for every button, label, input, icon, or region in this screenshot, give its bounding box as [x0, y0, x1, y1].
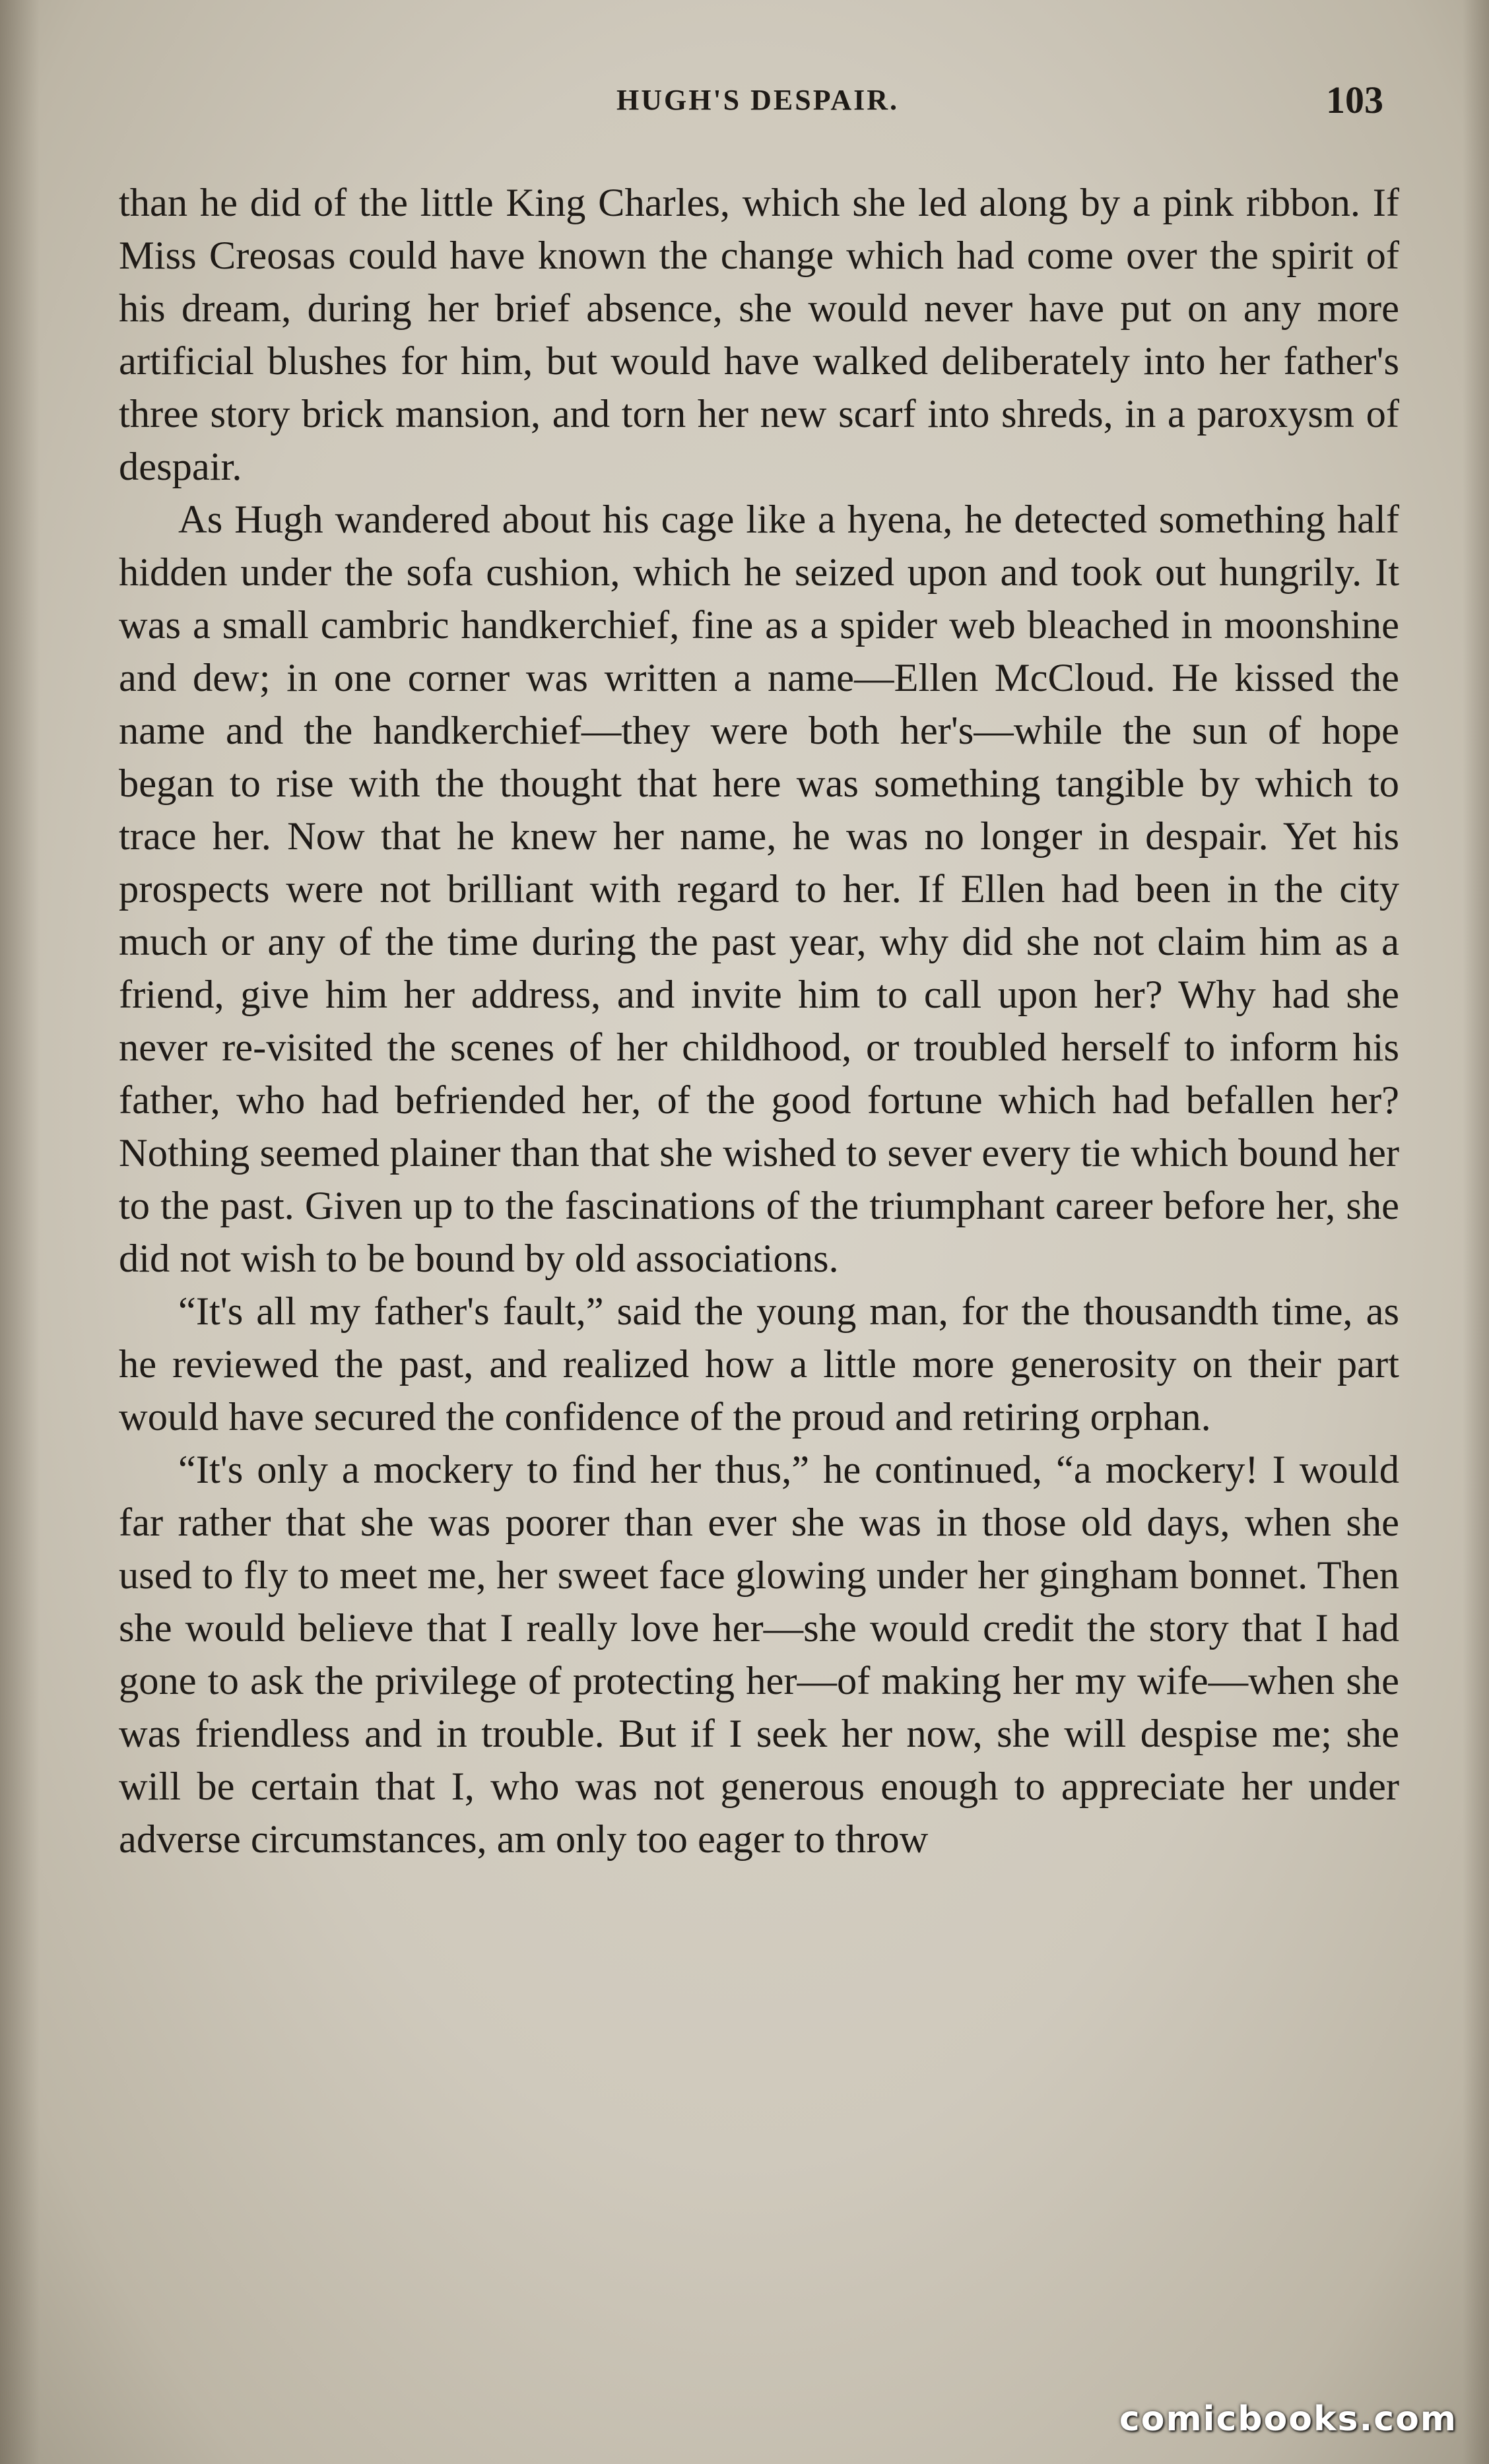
- page-edge-shadow-left: [0, 0, 40, 2464]
- paragraph-mockery: “It's only a mockery to find her thus,” he continued, “a mockery! I would far rather that she was poorer than ever she was in those old days, when she used to fly to meet me, her sweet face glowing under her gingham bonnet. Then she would believe that I really love her—she would credit the story that I had gone to ask the privilege of protecting her—of making her my wife—when she was friendless and in trouble. But if I seek her now, she will despise me; she will be certain that I, who was not generous enough to appreciate her under adverse circumstances, am only too eager to throw: [119, 1448, 1399, 1862]
- body-text: [119, 177, 1399, 1866]
- paragraph-handkerchief: As Hugh wandered about his cage like a hyena, he detected something half hidden under the sofa cushion, which he seized upon and took out hungrily. It was a small cambric handkerchief, fine as a spider web bleached in moonshine and dew; in one corner was written a name—Ellen McCloud. He kissed the name and the handkerchief—they were both her's—while the sun of hope began to rise with the thought that here was something tangible by which to trace her. Now that he knew her name, he was no longer in despair. Yet his prospects were not brilliant with regard to her. If Ellen had been in the city much or any of the time during the past year, why did she not claim him as a friend, give him her address, and invite him to call upon her? Why had she never re-visited the scenes of her childhood, or troubled herself to inform his father, who had befriended her, of the good fortune which had befallen her? Nothing seemed plainer than that she wished to sever every tie which bound her to the past. Given up to the fascinations of the triumphant career before her, she did not wish to be bound by old associations.: [119, 498, 1399, 1281]
- paragraph-fathers-fault: “It's all my father's fault,” said the young man, for the thousandth time, as he reviewed the past, and realized how a little more generosity on their part would have secured the confidence of the proud and retiring orphan.: [119, 1289, 1399, 1439]
- running-head: HUGH'S DESPAIR.: [616, 84, 900, 116]
- watermark: comicbooks.com: [1119, 2399, 1457, 2439]
- page-number: 103: [1326, 79, 1383, 121]
- page-edge-shadow-right: [1463, 0, 1489, 2464]
- page-header: [119, 78, 1397, 131]
- paragraph-continued: than he did of the little King Charles, which she led along by a pink ribbon. If Miss Creosas could have known the change which had come over the spirit of his dream, during her brief absence, she would never have put on any more artificial blushes for him, but would have walked deliberately into her father's three story brick mansion, and torn her new scarf into shreds, in a paroxysm of despair.: [119, 181, 1399, 489]
